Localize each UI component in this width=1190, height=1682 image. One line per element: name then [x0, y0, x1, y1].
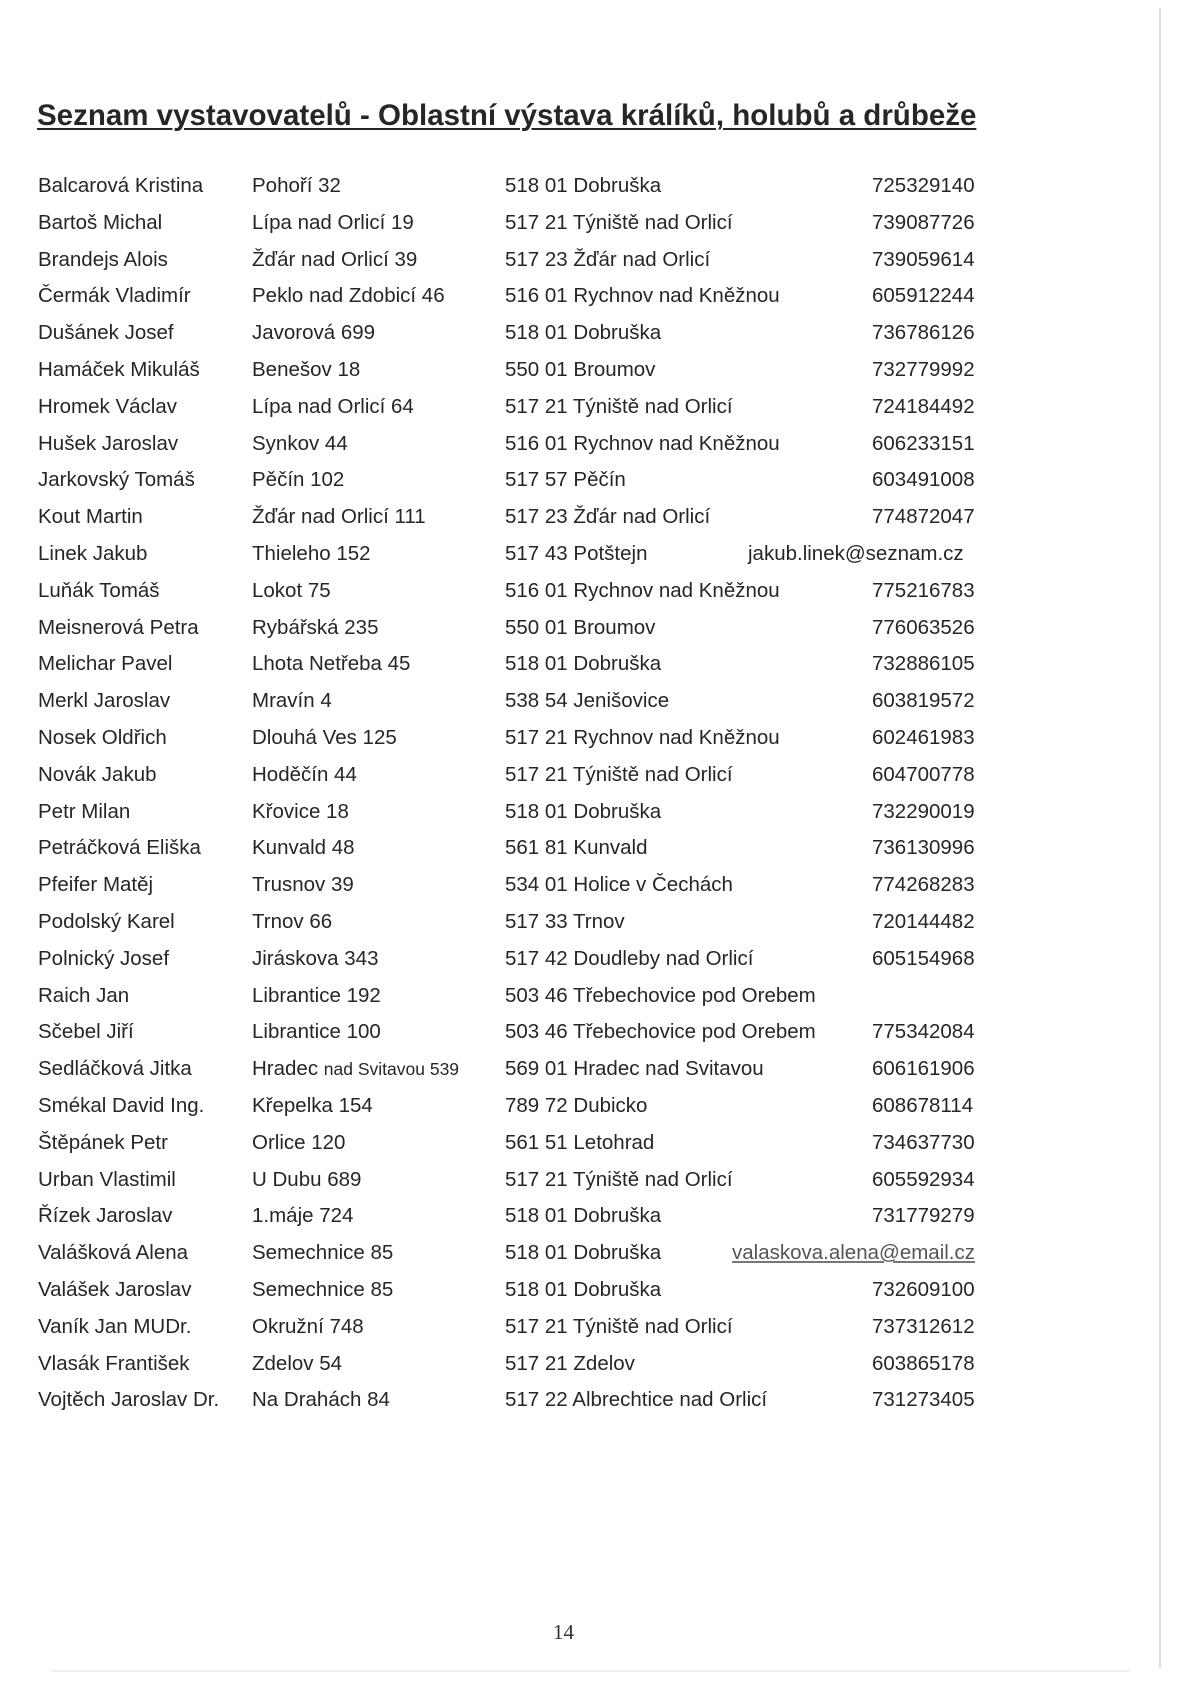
- exhibitor-row: [0, 906, 1190, 943]
- exhibitor-name: Luňák Tomáš: [38, 578, 160, 602]
- exhibitor-address-text: Javorová 699: [252, 321, 376, 345]
- exhibitor-city: 550 01 Broumov: [505, 615, 656, 639]
- exhibitor-address-text: Hradec: [252, 1057, 319, 1081]
- exhibitor-phone: 731779279: [872, 1204, 975, 1228]
- exhibitor-address: [252, 211, 414, 235]
- exhibitor-address-text: Jiráskova 343: [252, 946, 379, 970]
- exhibitor-name: Štěpánek Petr: [38, 1130, 168, 1154]
- exhibitor-phone: 775216783: [872, 578, 975, 602]
- exhibitor-name: Petráčková Eliška: [38, 836, 201, 860]
- exhibitor-row: [0, 391, 1190, 428]
- exhibitor-address-text: Orlice 120: [252, 1130, 346, 1154]
- exhibitor-phone: 606233151: [872, 431, 975, 455]
- exhibitor-address: [252, 689, 332, 713]
- exhibitor-city: 517 23 Žďár nad Orlicí: [505, 247, 711, 271]
- exhibitor-list: [0, 170, 1190, 1421]
- exhibitor-city: 517 21 Týniště nad Orlicí: [505, 394, 733, 418]
- exhibitor-row: [0, 722, 1190, 759]
- exhibitor-address: [252, 1057, 459, 1081]
- exhibitor-city: 517 43 Potštejn: [505, 541, 648, 565]
- exhibitor-city: 518 01 Dobruška: [505, 321, 662, 345]
- exhibitor-address-text: Trnov 66: [252, 909, 333, 933]
- exhibitor-address: [252, 763, 357, 787]
- exhibitor-phone: 603865178: [872, 1351, 975, 1375]
- exhibitor-row: [0, 464, 1190, 501]
- exhibitor-name: Kout Martin: [38, 505, 143, 529]
- exhibitor-name: Vaník Jan MUDr.: [38, 1314, 192, 1338]
- exhibitor-address-text: Křovice 18: [252, 799, 349, 823]
- exhibitor-row: [0, 1200, 1190, 1237]
- exhibitor-name: Linek Jakub: [38, 541, 148, 565]
- exhibitor-phone: 739087726: [872, 210, 975, 234]
- exhibitor-phone: 605592934: [872, 1167, 975, 1191]
- exhibitor-name: Balcarová Kristina: [38, 174, 204, 197]
- exhibitor-city: 517 23 Žďár nad Orlicí: [505, 505, 711, 529]
- exhibitor-city: 503 46 Třebechovice pod Orebem: [505, 983, 816, 1007]
- exhibitor-city: 550 01 Broumov: [505, 357, 656, 381]
- exhibitor-city: 517 22 Albrechtice nad Orlicí: [505, 1388, 768, 1412]
- exhibitor-name: Smékal David Ing.: [38, 1093, 205, 1117]
- exhibitor-city: 789 72 Dubicko: [505, 1093, 648, 1117]
- exhibitor-row: [0, 1053, 1190, 1090]
- exhibitor-city: 518 01 Dobruška: [505, 1277, 662, 1301]
- exhibitor-address: [252, 1352, 342, 1376]
- exhibitor-address: [252, 1278, 393, 1302]
- exhibitor-name: Urban Vlastimil: [38, 1167, 176, 1191]
- exhibitor-name: Petr Milan: [38, 799, 131, 823]
- exhibitor-address: [252, 174, 341, 198]
- exhibitor-address-text: Benešov 18: [252, 357, 361, 381]
- exhibitor-phone: 736130996: [872, 836, 975, 860]
- exhibitor-city: 517 21 Zdelov: [505, 1351, 635, 1375]
- exhibitor-name: Nosek Oldřich: [38, 725, 167, 749]
- exhibitor-city: 517 21 Rychnov nad Kněžnou: [505, 725, 780, 749]
- exhibitor-address-text: Lípa nad Orlicí 19: [252, 210, 414, 234]
- exhibitor-name: Čermák Vladimír: [38, 284, 191, 308]
- exhibitor-city: 518 01 Dobruška: [505, 174, 662, 197]
- exhibitor-address: [252, 1131, 345, 1155]
- exhibitor-row: [0, 1164, 1190, 1201]
- exhibitor-phone: 737312612: [872, 1314, 975, 1338]
- exhibitor-name: Vlasák František: [38, 1351, 190, 1375]
- exhibitor-row: [0, 685, 1190, 722]
- page-number: 14: [553, 1620, 574, 1644]
- exhibitor-row: [0, 943, 1190, 980]
- exhibitor-address-text: Lokot 75: [252, 578, 331, 602]
- exhibitor-phone: 724184492: [872, 394, 975, 418]
- exhibitor-city: 517 42 Doudleby nad Orlicí: [505, 946, 754, 970]
- exhibitor-address-text: Semechnice 85: [252, 1241, 394, 1265]
- exhibitor-address-text: Žďár nad Orlicí 111: [252, 505, 426, 529]
- exhibitor-name: Polnický Josef: [38, 946, 170, 970]
- exhibitor-city: 517 57 Pěčín: [505, 468, 626, 492]
- exhibitor-city: 561 81 Kunvald: [505, 836, 648, 860]
- exhibitor-address: [252, 1315, 364, 1339]
- exhibitor-phone: 606161906: [872, 1057, 975, 1081]
- exhibitor-name: Valášková Alena: [38, 1241, 189, 1265]
- exhibitor-address: [252, 726, 397, 750]
- exhibitor-phone: 775342084: [872, 1020, 975, 1044]
- exhibitor-phone: 739059614: [872, 247, 975, 271]
- exhibitor-address: [252, 579, 331, 603]
- exhibitor-name: Melichar Pavel: [38, 652, 173, 676]
- exhibitor-address: [252, 984, 381, 1008]
- exhibitor-city: 517 21 Týniště nad Orlicí: [505, 1167, 733, 1191]
- exhibitor-phone: 732779992: [872, 357, 975, 381]
- exhibitor-row: [0, 612, 1190, 649]
- exhibitor-name: Hušek Jaroslav: [38, 431, 179, 455]
- exhibitor-phone: 720144482: [872, 909, 975, 933]
- exhibitor-address-text: Semechnice 85: [252, 1277, 394, 1301]
- exhibitor-address-text: Na Drahách 84: [252, 1388, 390, 1412]
- exhibitor-address-text: Kunvald 48: [252, 836, 355, 860]
- exhibitor-row: [0, 1127, 1190, 1164]
- exhibitor-row: [0, 428, 1190, 465]
- exhibitor-address: [252, 321, 375, 345]
- exhibitor-address-text: Mravín 4: [252, 689, 332, 713]
- exhibitor-phone: 605154968: [872, 946, 975, 970]
- exhibitor-address-text: Zdelov 54: [252, 1351, 343, 1375]
- exhibitor-name: Hromek Václav: [38, 394, 177, 418]
- exhibitor-email: jakub.linek@seznam.cz: [748, 541, 964, 565]
- exhibitor-address-text: Lípa nad Orlicí 64: [252, 394, 414, 418]
- exhibitor-row: [0, 1090, 1190, 1127]
- exhibitor-address-text: Pohoří 32: [252, 174, 341, 197]
- exhibitor-city: 518 01 Dobruška: [505, 652, 662, 676]
- page-title: Seznam vystavovatelů - Oblastní výstava králíků, holubů a drůbeže: [37, 99, 977, 132]
- exhibitor-row: [0, 759, 1190, 796]
- exhibitor-name: Sedláčková Jitka: [38, 1057, 192, 1081]
- exhibitor-address: [252, 1204, 353, 1228]
- exhibitor-address: [252, 432, 348, 456]
- exhibitor-city: 517 21 Týniště nad Orlicí: [505, 1314, 733, 1338]
- exhibitor-address-suffix: nad Svitavou 539: [323, 1059, 460, 1080]
- exhibitor-name: Valášek Jaroslav: [38, 1277, 192, 1301]
- exhibitor-address: [252, 358, 360, 382]
- exhibitor-row: [0, 1016, 1190, 1053]
- exhibitor-address: [252, 616, 378, 640]
- exhibitor-phone: 734637730: [872, 1130, 975, 1154]
- exhibitor-phone: 774268283: [872, 873, 975, 897]
- exhibitor-address: [252, 800, 349, 824]
- exhibitor-address: [252, 910, 332, 934]
- exhibitor-name: Sčebel Jiří: [38, 1020, 134, 1044]
- exhibitor-name: Jarkovský Tomáš: [38, 468, 195, 492]
- exhibitor-address-text: Lhota Netřeba 45: [252, 652, 411, 676]
- exhibitor-address: [252, 1020, 381, 1044]
- exhibitor-address-text: Synkov 44: [252, 431, 348, 455]
- exhibitor-city: 561 51 Letohrad: [505, 1130, 655, 1154]
- exhibitor-address-text: Dlouhá Ves 125: [252, 725, 397, 749]
- exhibitor-address-text: Peklo nad Zdobicí 46: [252, 284, 445, 308]
- exhibitor-phone: 602461983: [872, 725, 975, 749]
- exhibitor-row: [0, 317, 1190, 354]
- exhibitor-address-text: Pěčín 102: [252, 468, 345, 492]
- exhibitor-address: [252, 652, 410, 676]
- exhibitor-phone: 603819572: [872, 689, 975, 713]
- exhibitor-address: [252, 836, 355, 860]
- exhibitor-city: 516 01 Rychnov nad Kněžnou: [505, 284, 780, 308]
- exhibitor-name: Meisnerová Petra: [38, 615, 199, 639]
- exhibitor-phone: 603491008: [872, 468, 975, 492]
- exhibitor-name: Řízek Jaroslav: [38, 1204, 173, 1228]
- exhibitor-address-text: Trusnov 39: [252, 873, 354, 897]
- exhibitor-address-text: Rybářská 235: [252, 615, 379, 639]
- exhibitor-city: 516 01 Rychnov nad Kněžnou: [505, 578, 780, 602]
- exhibitor-address-text: Okružní 748: [252, 1314, 364, 1338]
- exhibitor-city: 569 01 Hradec nad Svitavou: [505, 1057, 764, 1081]
- exhibitor-phone: 736786126: [872, 321, 975, 345]
- exhibitor-row: [0, 1348, 1190, 1385]
- exhibitor-address-text: U Dubu 689: [252, 1167, 362, 1191]
- exhibitor-address: [252, 947, 378, 971]
- exhibitor-row: [0, 1384, 1190, 1421]
- exhibitor-city: 518 01 Dobruška: [505, 1204, 662, 1228]
- exhibitor-row: [0, 354, 1190, 391]
- exhibitor-address: [252, 1094, 373, 1118]
- exhibitor-address-text: 1.máje 724: [252, 1204, 354, 1228]
- exhibitor-row: [0, 280, 1190, 317]
- exhibitor-row: [0, 1237, 1190, 1274]
- exhibitor-phone: 731273405: [872, 1388, 975, 1412]
- exhibitor-name: Novák Jakub: [38, 762, 157, 786]
- exhibitor-phone: 774872047: [872, 505, 975, 529]
- exhibitor-address: [252, 395, 414, 419]
- scan-bottom-edge: [50, 1670, 1130, 1672]
- exhibitor-name: Vojtěch Jaroslav Dr.: [38, 1388, 220, 1412]
- exhibitor-name: Raich Jan: [38, 983, 130, 1007]
- exhibitor-row: [0, 648, 1190, 685]
- exhibitor-address: [252, 1168, 361, 1192]
- exhibitor-phone: 725329140: [872, 174, 975, 197]
- exhibitor-city: 503 46 Třebechovice pod Orebem: [505, 1020, 816, 1044]
- exhibitor-phone: 776063526: [872, 615, 975, 639]
- exhibitor-address: [252, 284, 445, 308]
- exhibitor-phone: 732290019: [872, 799, 975, 823]
- exhibitor-name: Brandejs Alois: [38, 247, 168, 271]
- exhibitor-city: 516 01 Rychnov nad Kněžnou: [505, 431, 780, 455]
- exhibitor-row: [0, 869, 1190, 906]
- exhibitor-address-text: Žďár nad Orlicí 39: [252, 247, 418, 271]
- exhibitor-name: Pfeifer Matěj: [38, 873, 154, 897]
- exhibitor-address-text: Librantice 192: [252, 983, 381, 1007]
- exhibitor-row: [0, 796, 1190, 833]
- exhibitor-city: 517 33 Trnov: [505, 909, 625, 933]
- exhibitor-row: [0, 575, 1190, 612]
- exhibitor-address: [252, 505, 426, 529]
- exhibitor-address-text: Librantice 100: [252, 1020, 381, 1044]
- exhibitor-city: 538 54 Jenišovice: [505, 689, 670, 713]
- exhibitor-phone: 732886105: [872, 652, 975, 676]
- exhibitor-phone: 604700778: [872, 762, 975, 786]
- exhibitor-row: [0, 832, 1190, 869]
- exhibitor-name: Podolský Karel: [38, 909, 175, 933]
- exhibitor-address: [252, 542, 371, 566]
- exhibitor-row: [0, 207, 1190, 244]
- exhibitor-email-link[interactable]: valaskova.alena@email.cz: [732, 1241, 976, 1265]
- exhibitor-name: Hamáček Mikuláš: [38, 357, 200, 381]
- exhibitor-address-text: Hoděčín 44: [252, 762, 357, 786]
- exhibitor-phone: 608678114: [872, 1093, 974, 1117]
- exhibitor-name: Bartoš Michal: [38, 210, 163, 234]
- exhibitor-row: [0, 170, 1190, 207]
- exhibitor-city: 517 21 Týniště nad Orlicí: [505, 210, 733, 234]
- exhibitor-row: [0, 244, 1190, 281]
- exhibitor-row: [0, 980, 1190, 1017]
- exhibitor-address: [252, 873, 354, 897]
- exhibitor-address-text: Křepelka 154: [252, 1093, 373, 1117]
- exhibitor-row: [0, 538, 1190, 575]
- exhibitor-address: [252, 1241, 393, 1265]
- exhibitor-row: [0, 501, 1190, 538]
- exhibitor-phone: 605912244: [872, 284, 975, 308]
- exhibitor-name: Merkl Jaroslav: [38, 689, 171, 713]
- exhibitor-city: 518 01 Dobruška: [505, 1241, 662, 1265]
- exhibitor-city: 534 01 Holice v Čechách: [505, 873, 733, 897]
- exhibitor-address: [252, 1388, 390, 1412]
- exhibitor-row: [0, 1274, 1190, 1311]
- exhibitor-city: 517 21 Týniště nad Orlicí: [505, 762, 733, 786]
- exhibitor-address-text: Thieleho 152: [252, 541, 371, 565]
- exhibitor-address: [252, 468, 344, 492]
- exhibitor-phone: 732609100: [872, 1277, 975, 1301]
- exhibitor-city: 518 01 Dobruška: [505, 799, 662, 823]
- exhibitor-row: [0, 1311, 1190, 1348]
- exhibitor-name: Dušánek Josef: [38, 321, 174, 345]
- exhibitor-address: [252, 248, 417, 272]
